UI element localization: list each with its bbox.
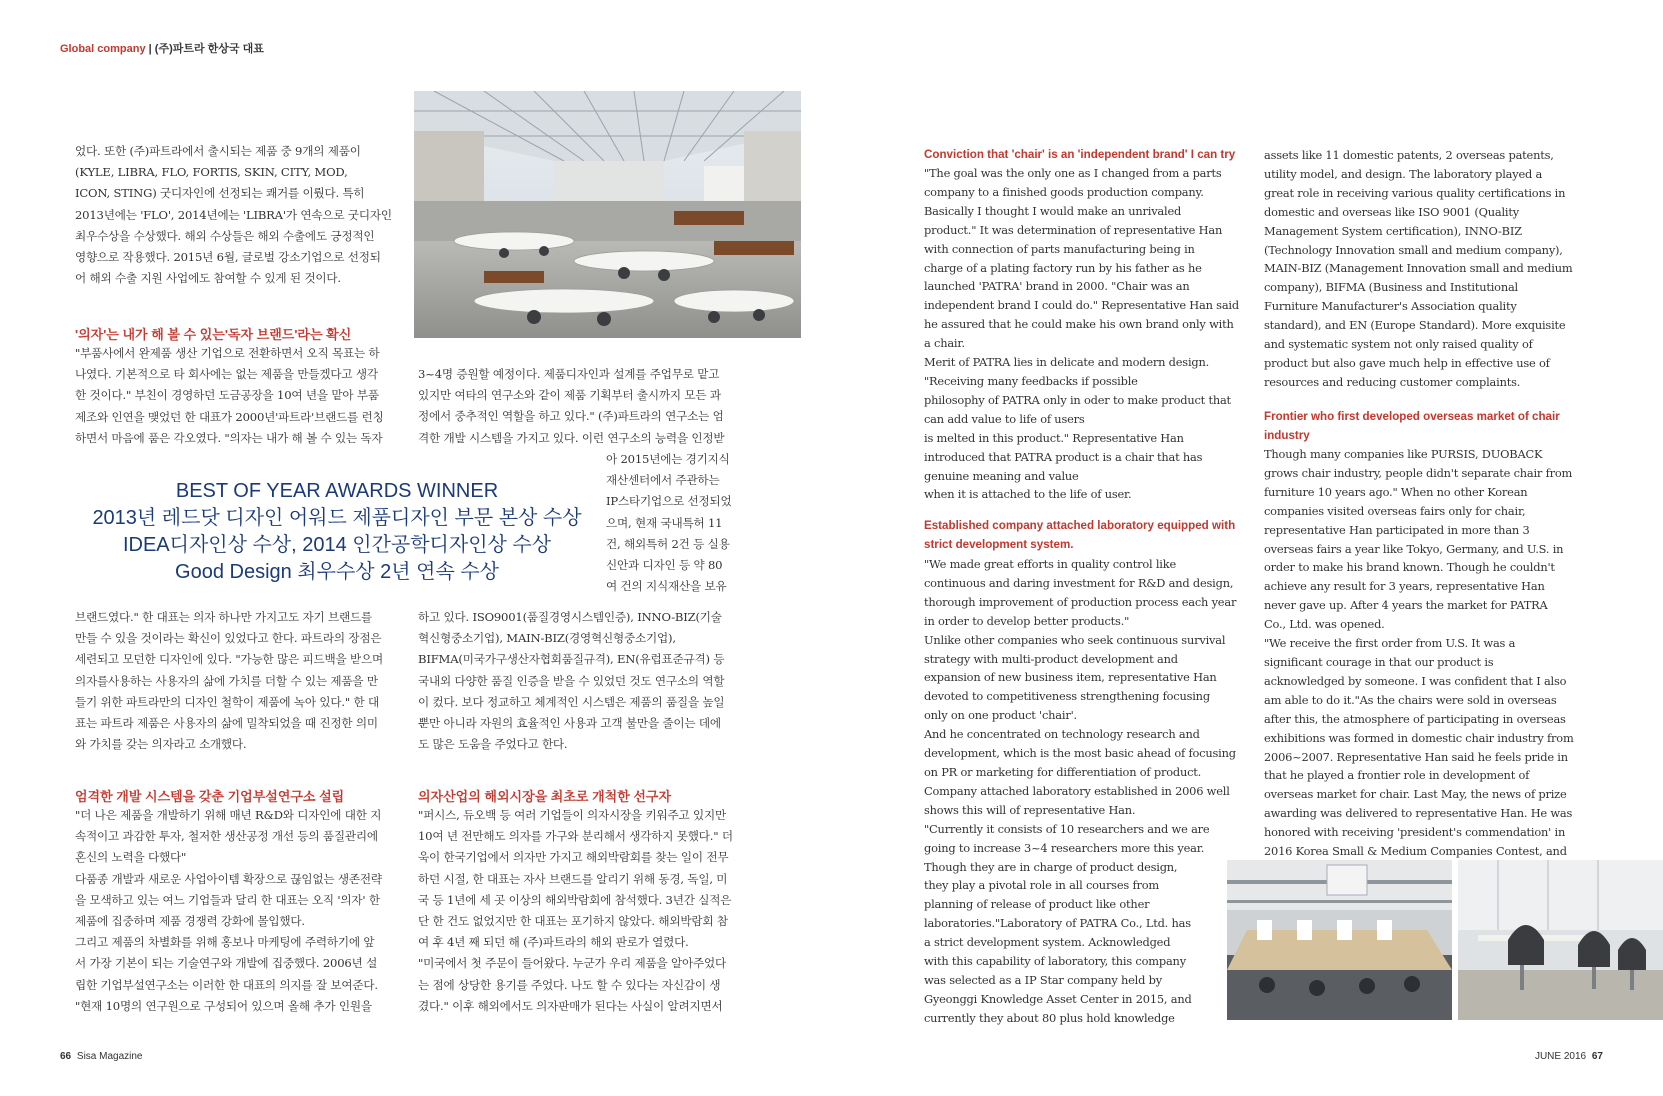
english-col-c-part1 xyxy=(924,164,1246,504)
text-line: 한 것이다." 부친이 경영하던 도금공장을 10여 년을 맡아 부품 xyxy=(75,388,379,403)
text-line: "현재 10명의 연구원으로 구성되어 있으며 올해 추가 인원을 xyxy=(75,998,372,1013)
text-line: Though they are in charge of product design, xyxy=(924,859,1178,874)
text-line: 최우수상을 수상했다. 해외 수상들은 해외 수출에도 긍정적인 xyxy=(75,228,375,243)
text-line: 여 건의 지식재산을 보유 xyxy=(606,579,727,594)
text-line: 나였다. 기본적으로 타 회사에는 없는 제품을 만들겠다고 생각 xyxy=(75,367,378,382)
text-line: 제조와 인연을 맺었던 한 대표가 2000년'파트라'브랜드를 런칭 xyxy=(75,409,384,424)
award-line-gooddesign: Good Design 최우수상 2년 연속 수상 xyxy=(175,561,499,583)
text-line: 제품에 집중하며 제품 경쟁력 강화에 몰입했다. xyxy=(75,914,305,929)
text-line: 하고 있다. ISO9001(품질경영시스템인증), INNO-BIZ(기술 xyxy=(418,610,722,624)
text-line: Management System certification), INNO-BIZ xyxy=(1264,223,1522,238)
text-line: 격한 개발 시스템을 가지고 있다. 이런 연구소의 능력을 인정받 xyxy=(418,430,725,445)
text-line: 이 컸다. 보다 정교하고 체계적인 시스템은 제품의 품질을 높일 xyxy=(418,694,725,709)
text-line: 어 해외 수출 지원 사업에도 참여할 수 있게 된 것이다. xyxy=(75,271,341,286)
text-line: MAIN-BIZ (Management Innovation small and medium xyxy=(1264,261,1573,276)
text-line: 서 가장 기본이 되는 기술연구와 개발에 집중했다. 2006년 설 xyxy=(75,956,378,971)
award-line-title: BEST OF YEAR AWARDS WINNER xyxy=(175,480,499,502)
text-line: awarding was delivered to representative Han. He was xyxy=(1264,806,1573,821)
text-line: Furniture Manufacturer's Association quality xyxy=(1264,299,1517,314)
text-line: when it is attached to the life of user. xyxy=(924,487,1132,502)
laboratory-photo xyxy=(1227,860,1452,1020)
section-label: Global company xyxy=(60,43,146,55)
text-line: 아 2015년에는 경기지식 xyxy=(606,452,730,466)
english-col-c-part2 xyxy=(924,555,1246,1028)
text-line: and systematic system not only raised quality of xyxy=(1264,337,1533,352)
english-col-d-part1 xyxy=(1264,146,1589,392)
text-line: 와 가치를 갖는 의자라고 소개했다. xyxy=(75,737,247,752)
text-line: was selected as a IP Star company held by xyxy=(924,972,1162,987)
korean-heading-independent-brand: '의자'는 내가 해 볼 수 있는'독자 브랜드'라는 확신 xyxy=(75,327,352,342)
text-line: 만들 수 있을 것이라는 확신이 있었다고 한다. 파트라의 장점은 xyxy=(75,631,382,646)
text-line: genuine meaning and value xyxy=(924,468,1079,483)
text-line: "Currently it consists of 10 researchers and we are xyxy=(924,821,1210,836)
text-line: Merit of PATRA lies in delicate and modern design. xyxy=(924,355,1210,370)
text-line: "We receive the first order from U.S. It was a xyxy=(1264,636,1516,651)
text-line: product." It was determination of representative Han xyxy=(924,222,1223,237)
text-line: Co., Ltd. was opened. xyxy=(1264,617,1385,632)
text-line: shows this will of representative Han. xyxy=(924,802,1136,817)
text-line: overseas market for chair. Last May, the news of prize xyxy=(1264,787,1567,802)
laboratory-photo-illustration xyxy=(1227,860,1452,1020)
text-line: great role in receiving various quality certifications in xyxy=(1264,185,1566,200)
text-line: 도 많은 도움을 주었다고 한다. xyxy=(418,737,568,752)
text-line: company), BIFMA (Business and Institutional xyxy=(1264,280,1518,295)
text-line: 뿐만 아니라 자원의 효율적인 사용과 고객 불만을 줄이는 데에 xyxy=(418,716,721,731)
text-line: "부품사에서 완제품 생산 기업으로 전환하면서 오직 목표는 하 xyxy=(75,346,380,360)
text-line: companies visited overseas fairs only for chair, xyxy=(1264,503,1526,518)
text-line: currently they about 80 plus hold knowledge xyxy=(924,1010,1175,1025)
text-line: 겼다." 이후 해외에서도 의자판매가 된다는 사실이 알려지면서 xyxy=(418,998,723,1013)
english-heading-independent-brand: Conviction that 'chair' is an 'independent brand' I can try xyxy=(924,148,1236,161)
text-line: 혁신형중소기업), MAIN-BIZ(경영혁신형중소기업), xyxy=(418,631,676,646)
text-line: representative Han participated in more than 3 xyxy=(1264,522,1530,537)
text-line: "퍼시스, 듀오백 등 여러 기업들이 의자시장을 키워주고 있지만 xyxy=(418,808,727,822)
office-photo xyxy=(414,91,801,338)
text-line: am able to do it."As the chairs were sold in overseas xyxy=(1264,692,1557,707)
text-line: 2006~2007. Representative Han said he feels pride in xyxy=(1264,749,1568,764)
text-line: honored with receiving 'president's commendation' in xyxy=(1264,825,1566,840)
korean-col-b-narrow xyxy=(606,449,738,597)
text-line: (KYLE, LIBRA, FLO, FORTIS, SKIN, CITY, MOD, xyxy=(75,165,348,180)
text-line: 들기 위한 파트라만의 디자인 철학이 제품에 녹아 있다." 한 대 xyxy=(75,694,379,709)
text-line: launched 'PATRA' brand in 2000. "Chair was an xyxy=(924,279,1190,294)
text-line: "더 나은 제품을 개발하기 위해 매년 R&D와 디자인에 대한 지 xyxy=(75,808,382,822)
english-col-d-part2 xyxy=(1264,445,1589,861)
text-line: 그리고 제품의 차별화를 위해 홍보나 마케팅에 주력하기에 앞 xyxy=(75,935,375,950)
text-line: grows chair industry, people didn't separate chair from xyxy=(1264,465,1573,480)
text-line: achieve any result for 3 years, representative Han xyxy=(1264,579,1545,594)
text-line: 신안과 디자인 등 약 80 xyxy=(606,558,723,573)
running-header xyxy=(60,40,264,56)
text-line: 혼신의 노력을 다했다" xyxy=(75,850,187,865)
right-page-number: 67 xyxy=(1591,1051,1603,1062)
text-line: 10여 년 전만해도 의자를 가구와 분리해서 생각하지 못했다." 더 xyxy=(418,829,733,844)
text-line: laboratories."Laboratory of PATRA Co., Ltd. has xyxy=(924,916,1191,931)
text-line: company to a finished goods production company. xyxy=(924,184,1204,199)
text-line: exhibitions was formed in domestic chair industry from xyxy=(1264,730,1574,745)
text-line: a chair. xyxy=(924,336,965,351)
left-page-number: 66 xyxy=(60,1051,72,1062)
text-line: with connection of parts manufacturing being in xyxy=(924,241,1195,256)
text-line: 재산센터에서 주관하는 xyxy=(606,473,720,488)
text-line: philosophy of PATRA only in oder to make product that xyxy=(924,392,1231,407)
korean-heading-laboratory: 엄격한 개발 시스템을 갖춘 기업부설연구소 설립 xyxy=(75,789,345,804)
chair-photo-illustration xyxy=(1458,860,1663,1020)
text-line: Gyeonggi Knowledge Asset Center in 2015, and xyxy=(924,991,1192,1006)
text-line: 립한 기업부설연구소는 이러한 한 대표의 의지를 잘 보여준다. xyxy=(75,977,378,992)
text-line: 속적이고 과감한 투자, 철저한 생산공정 개선 등의 품질관리에 xyxy=(75,829,378,844)
text-line: order to make his brand known. Though he couldn't xyxy=(1264,560,1555,575)
text-line: 브랜드였다." 한 대표는 의자 하나만 가지고도 자기 브랜드를 xyxy=(75,610,373,624)
text-line: (Technology Innovation small and medium company), xyxy=(1264,242,1563,257)
text-line: acknowledged by someone. I was confident that I also xyxy=(1264,673,1567,688)
text-line: 표는 파트라 제품은 사용자의 삶에 밀착되었을 때 진정한 의미 xyxy=(75,716,378,731)
text-line: only on one product 'chair'. xyxy=(924,708,1077,723)
text-line: 하던 시절, 한 대표는 자사 브랜드를 알리기 위해 동경, 독일, 미 xyxy=(418,871,728,886)
korean-col-a-part2 xyxy=(75,607,395,755)
magazine-name: Sisa Magazine xyxy=(76,1051,143,1062)
text-line: 국내외 다양한 품질 인증을 받을 수 있었던 것도 연구소의 역할 xyxy=(418,673,725,688)
text-line: 의자를사용하는 사용자의 삶에 가치를 더할 수 있는 제품을 만 xyxy=(75,673,378,688)
chair-photo xyxy=(1458,860,1663,1020)
text-line: Basically I thought I would make an unrivaled xyxy=(924,203,1182,218)
text-line: standard), and EN (Europe Standard). More exquisite xyxy=(1264,318,1566,333)
text-line: 었다. 또한 (주)파트라에서 출시되는 제품 중 9개의 제품이 xyxy=(75,144,361,158)
text-line: "Receiving many feedbacks if possible xyxy=(924,373,1138,388)
text-line: continuous and daring investment for R&D and design, xyxy=(924,575,1234,590)
text-line: in order to develop better products." xyxy=(924,613,1130,628)
text-line: devoted to competitiveness strengthening focusing xyxy=(924,689,1210,704)
korean-col-a-part1 xyxy=(75,343,395,449)
text-line: he assured that he could make his own brand only with xyxy=(924,317,1234,332)
text-line: can add value to life of users xyxy=(924,411,1085,426)
text-line: product but also gave much help in effective use of xyxy=(1264,355,1550,370)
text-line: after this, the atmosphere of participating in overseas xyxy=(1264,711,1566,726)
text-line: resources and reducing customer complaints. xyxy=(1264,374,1521,389)
korean-col-b-part2 xyxy=(418,607,738,755)
text-line: development, which is the most basic ahead of focusing xyxy=(924,746,1236,761)
text-line: Unlike other companies who seek continuous survival xyxy=(924,632,1226,647)
office-photo-illustration xyxy=(414,91,801,338)
text-line: 2016 Korea Small & Medium Companies Contest, and xyxy=(1264,844,1567,859)
text-line: charge of a plating factory run by his father as he xyxy=(924,260,1202,275)
text-line: planning of release of product like other xyxy=(924,897,1150,912)
text-line: assets like 11 domestic patents, 2 overseas patents, xyxy=(1264,148,1554,162)
text-line: 을 모색하고 있는 여느 기업들과 달리 한 대표는 오직 '의자' 한 xyxy=(75,892,380,907)
text-line: And he concentrated on technology research and xyxy=(924,727,1200,742)
text-line: utility model, and design. The laboratory played a xyxy=(1264,166,1543,181)
text-line: strategy with multi-product development and xyxy=(924,651,1178,666)
korean-heading-frontier: 의자산업의 해외시장을 최초로 개척한 선구자 xyxy=(418,789,672,804)
award-line-reddot: 2013년 레드닷 디자인 어워드 제품디자인 부문 본상 수상 xyxy=(92,507,582,529)
award-callout xyxy=(72,478,602,586)
text-line: ICON, STING) 굿디자인에 선정되는 쾌거를 이뤘다. 특히 xyxy=(75,186,365,201)
text-line: 는 점에 상당한 용기를 주었다. 나도 할 수 있다는 자신감이 생 xyxy=(418,977,721,992)
left-folio xyxy=(60,1051,143,1062)
header-subtitle: (주)파트라 한상국 대표 xyxy=(154,43,264,55)
text-line: furniture 10 years ago." When no other Korean xyxy=(1264,484,1528,499)
text-line: "미국에서 첫 주문이 들어왔다. 누군가 우리 제품을 알아주었다 xyxy=(418,956,727,971)
text-line: a strict development system. Acknowledged xyxy=(924,935,1171,950)
text-line: 3~4명 증원할 예정이다. 제품디자인과 설계를 주업무로 맡고 xyxy=(418,367,720,381)
text-line: independent brand I could do." Representative Han said xyxy=(924,298,1239,313)
text-line: significant courage in that our product is xyxy=(1264,654,1494,669)
text-line: "We made great efforts in quality control like xyxy=(924,557,1176,571)
text-line: domestic and overseas like ISO 9001 (Quality xyxy=(1264,204,1519,219)
text-line: 다품종 개발과 새로운 사업아이템 확장으로 끊임없는 생존전략 xyxy=(75,871,382,886)
text-line: BIFMA(미국가구생산자협회품질규격), EN(유럽표준규격) 등 xyxy=(418,652,725,667)
right-folio xyxy=(1535,1051,1603,1062)
text-line: 하면서 마음에 품은 각오였다. "의자는 내가 해 볼 수 있는 독자 xyxy=(75,430,383,445)
text-line: overseas fairs a year like Tokyo, Germany, and U.S. in xyxy=(1264,541,1564,556)
english-heading-frontier: Frontier who first developed overseas market of chair industry xyxy=(1264,410,1560,442)
english-heading-laboratory: Established company attached laboratory equipped with strict development system. xyxy=(924,519,1236,551)
text-line: 으며, 현재 국내특허 11 xyxy=(606,515,723,530)
issue-date: JUNE 2016 xyxy=(1534,1051,1587,1062)
text-line: is melted in this product." Representative Han xyxy=(924,430,1184,445)
text-line: 단 한 건도 없었지만 한 대표는 포기하지 않았다. 해외박람회 참 xyxy=(418,914,728,929)
text-line: 국 등 1년에 세 곳 이상의 해외박람회에 참석했다. 3년간 실적은 xyxy=(418,892,732,907)
text-line: 여 후 4년 째 되던 해 (주)파트라의 해외 판로가 열렸다. xyxy=(418,935,689,950)
text-line: going to increase 3~4 researchers more this year. xyxy=(924,840,1205,855)
text-line: 세련되고 모던한 디자인에 있다. "가능한 많은 피드백을 받으며 xyxy=(75,652,384,667)
text-line: with this capability of laboratory, this company xyxy=(924,954,1186,969)
text-line: thorough improvement of production process each year xyxy=(924,594,1237,609)
text-line: expansion of new business item, representative Han xyxy=(924,670,1217,685)
text-line: introduced that PATRA product is a chair that has xyxy=(924,449,1203,464)
text-line: 건, 해외특허 2건 등 실용 xyxy=(606,536,730,551)
text-line: IP스타기업으로 선정되었 xyxy=(606,494,732,509)
text-line: 있지만 여타의 연구소와 같이 제품 기획부터 출시까지 모든 과 xyxy=(418,388,721,403)
text-line: 정에서 중추적인 역할을 하고 있다." (주)파트라의 연구소는 엄 xyxy=(418,409,724,424)
text-line: 욱이 한국기업에서 의자만 가지고 해외박람회를 찾는 일이 전무 xyxy=(418,850,729,865)
text-line: 2013년에는 'FLO', 2014년에는 'LIBRA'가 연속으로 굿디자인 xyxy=(75,207,392,222)
korean-intro-paragraph xyxy=(75,141,395,289)
text-line: on PR or marketing for differentiation of product. xyxy=(924,764,1202,779)
text-line: they play a pivotal role in all courses from xyxy=(924,878,1159,893)
text-line: never gave up. After 4 years the market for PATRA xyxy=(1264,598,1548,613)
header-separator: | xyxy=(145,43,155,55)
korean-col-b-part3 xyxy=(418,805,738,1017)
korean-col-a-part3 xyxy=(75,805,395,1017)
text-line: that he played a frontier role in development of xyxy=(1264,768,1530,783)
text-line: 영향으로 작용했다. 2015년 6월, 글로벌 강소기업으로 선정되 xyxy=(75,250,381,265)
text-line: Company attached laboratory established in 2006 well xyxy=(924,783,1230,798)
text-line: Though many companies like PURSIS, DUOBACK xyxy=(1264,447,1543,461)
korean-col-b-part1 xyxy=(418,364,738,449)
text-line: "The goal was the only one as I changed from a parts xyxy=(924,166,1222,180)
award-line-idea: IDEA디자인상 수상, 2014 인간공학디자인상 수상 xyxy=(122,534,552,556)
